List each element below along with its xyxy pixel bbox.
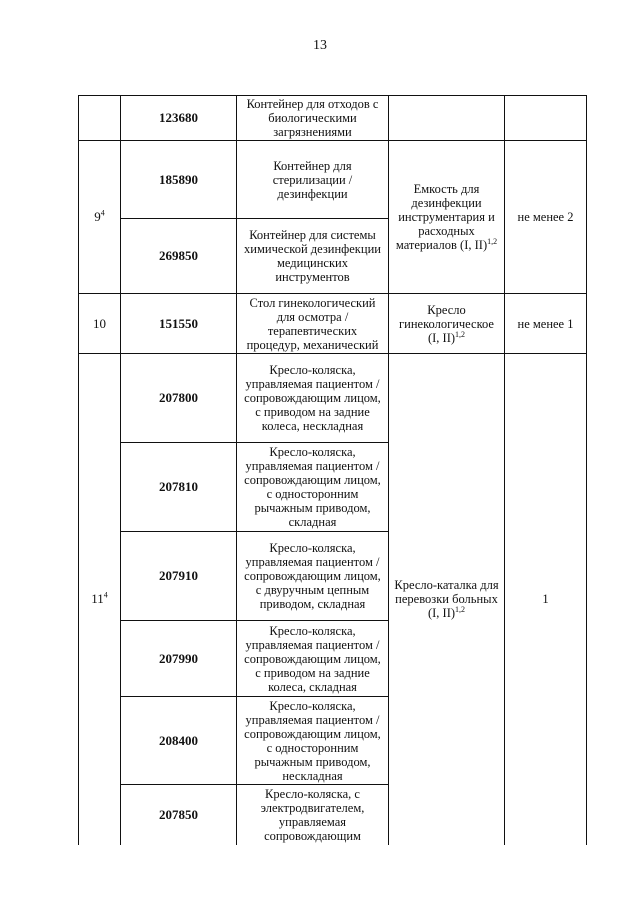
name-cell: Контейнер для системы химической дезинфекции медицинских инструментов [237, 219, 389, 294]
table-row [79, 354, 587, 443]
table-row [79, 294, 587, 354]
code-cell: 207910 [121, 532, 237, 621]
equipment-cell: Емкость для дезинфекции инструментария и расходных материалов (I, II)$^{1,2}$ [389, 141, 505, 294]
name-cell: Кресло-коляска, управляемая пациентом /сопровождающим лицом, с приводом на задние колеса, складная [237, 621, 389, 697]
code-cell: 151550 [121, 294, 237, 354]
code-cell: 207800 [121, 354, 237, 443]
name-cell: Кресло-коляска, управляемая пациентом /сопровождающим лицом, с приводом на задние колеса, нескладная [237, 354, 389, 443]
code-cell: 208400 [121, 697, 237, 785]
row-number-cell: $11^4$ [79, 354, 121, 845]
name-cell: Кресло-коляска, с электродвигателем, управляемая сопровождающим [237, 785, 389, 845]
row-number-cell: $9^4$ [79, 141, 121, 294]
code-cell: 185890 [121, 141, 237, 219]
page-number: 13 [313, 38, 327, 53]
equipment-cell [389, 96, 505, 141]
quantity-cell: не менее 2 [505, 141, 587, 294]
row-number-cell: 10 [79, 294, 121, 354]
table-row [79, 141, 587, 219]
name-cell: Контейнер для отходов с биологическими загрязнениями [237, 96, 389, 141]
code-cell: 123680 [121, 96, 237, 141]
quantity-cell: 1 [505, 354, 587, 845]
quantity-cell [505, 96, 587, 141]
code-cell: 207990 [121, 621, 237, 697]
name-cell: Кресло-коляска, управляемая пациентом /сопровождающим лицом, с односторонним рычажным приводом, складная [237, 443, 389, 532]
row-number-cell [79, 96, 121, 141]
equipment-cell: Кресло гинекологическое (I, II)$^{1,2}$ [389, 294, 505, 354]
code-cell: 207850 [121, 785, 237, 845]
code-cell: 269850 [121, 219, 237, 294]
table-row [79, 96, 587, 141]
code-cell: 207810 [121, 443, 237, 532]
name-cell: Контейнер для стерилизации /дезинфекции [237, 141, 389, 219]
quantity-cell: не менее 1 [505, 294, 587, 354]
equipment-cell: Кресло-каталка для перевозки больных (I, II)$^{1,2}$ [389, 354, 505, 845]
name-cell: Кресло-коляска, управляемая пациентом /сопровождающим лицом, с односторонним рычажным приводом, нескладная [237, 697, 389, 785]
name-cell: Стол гинекологический для осмотра /терапевтических процедур, механический [237, 294, 389, 354]
name-cell: Кресло-коляска, управляемая пациентом /сопровождающим лицом, с двуручным цепным приводом, складная [237, 532, 389, 621]
equipment-table [78, 95, 587, 845]
